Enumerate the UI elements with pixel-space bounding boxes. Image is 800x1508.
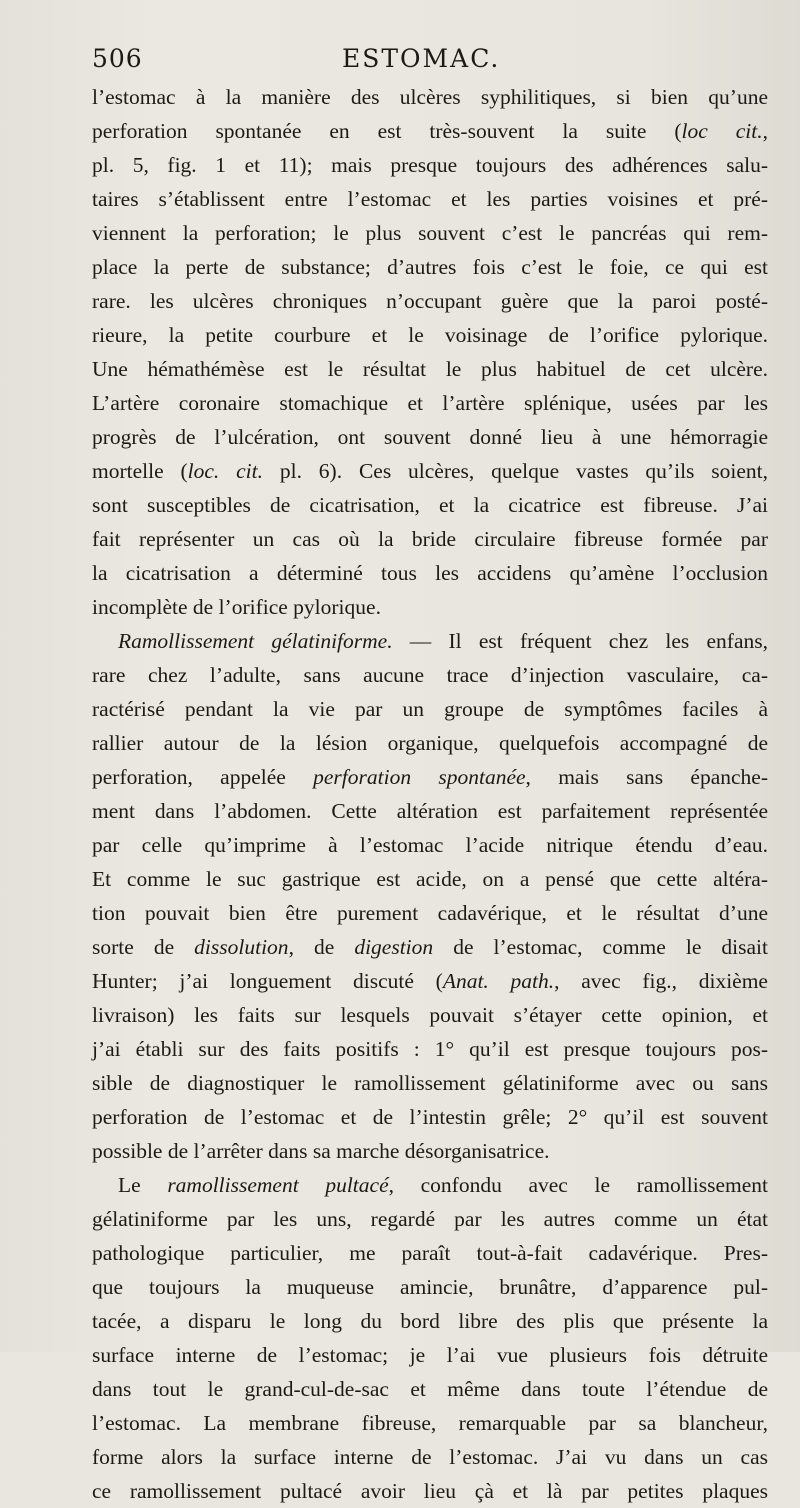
page-number: 506 bbox=[92, 44, 143, 73]
text-line bbox=[92, 182, 768, 216]
text-line bbox=[92, 862, 768, 896]
text-line bbox=[92, 998, 768, 1032]
text-segment: surface interne de l’estomac; je l’ai vue plusieurs fois détruite bbox=[92, 1343, 768, 1367]
text-segment: ment dans l’abdomen. Cette altération est parfaitement représentée bbox=[92, 799, 768, 823]
text-line bbox=[92, 284, 768, 318]
text-segment: ractérisé pendant la vie par un groupe de symptômes faciles à bbox=[92, 697, 768, 721]
body-text bbox=[92, 80, 768, 1508]
text-line bbox=[92, 1440, 768, 1474]
text-segment: L’artère coronaire stomachique et l’artère splénique, usées par les bbox=[92, 391, 768, 415]
italic-text: loc cit. bbox=[681, 119, 763, 143]
text-line bbox=[92, 522, 768, 556]
text-line bbox=[92, 1338, 768, 1372]
text-segment: perforation spontanée en est très-souvent la suite ( bbox=[92, 119, 682, 143]
italic-text: Ramollissement gélatiniforme. bbox=[118, 629, 393, 653]
text-line bbox=[92, 964, 768, 998]
text-segment: taires s’établissent entre l’estomac et les parties voisines et pré- bbox=[92, 187, 768, 211]
text-segment: , confondu avec le ramollissement bbox=[388, 1173, 768, 1197]
text-line bbox=[92, 658, 768, 692]
text-line bbox=[92, 726, 768, 760]
text-segment: mortelle ( bbox=[92, 459, 188, 483]
italic-text: perforation spontanée bbox=[313, 765, 526, 789]
running-head: ESTOMAC. bbox=[342, 44, 501, 73]
text-segment: ce ramollissement pultacé avoir lieu çà et là par petites plaques bbox=[92, 1479, 768, 1503]
text-line bbox=[92, 1406, 768, 1440]
text-line bbox=[92, 590, 768, 624]
text-line bbox=[92, 828, 768, 862]
text-segment: rieure, la petite courbure et le voisinage de l’orifice pylorique. bbox=[92, 323, 768, 347]
text-segment: par celle qu’imprime à l’estomac l’acide nitrique étendu d’eau. bbox=[92, 833, 768, 857]
text-line bbox=[92, 488, 768, 522]
text-segment: forme alors la surface interne de l’estomac. J’ai vu dans un cas bbox=[92, 1445, 768, 1469]
text-segment: sont susceptibles de cicatrisation, et la cicatrice est fibreuse. J’ai bbox=[92, 493, 768, 517]
text-segment: perforation, appelée bbox=[92, 765, 314, 789]
text-segment: , bbox=[762, 119, 768, 143]
italic-text: loc. cit. bbox=[187, 459, 264, 483]
text-segment: tion pouvait bien être purement cadavérique, et le résultat d’une bbox=[92, 901, 768, 925]
text-line bbox=[92, 250, 768, 284]
text-segment: tacée, a disparu le long du bord libre des plis que présente la bbox=[92, 1309, 768, 1333]
text-segment: que toujours la muqueuse amincie, brunâtre, d’apparence pul- bbox=[92, 1275, 768, 1299]
text-line bbox=[92, 148, 768, 182]
text-line bbox=[92, 760, 768, 794]
text-segment: rallier autour de la lésion organique, quelquefois accompagné de bbox=[92, 731, 768, 755]
text-line bbox=[92, 556, 768, 590]
text-line bbox=[92, 1134, 768, 1168]
text-segment: de l’estomac, comme le disait bbox=[433, 935, 769, 959]
text-segment: viennent la perforation; le plus souvent c’est le pancréas qui rem- bbox=[92, 221, 768, 245]
italic-text: digestion bbox=[354, 935, 434, 959]
text-line bbox=[92, 1304, 768, 1338]
text-line bbox=[92, 930, 768, 964]
text-segment: place la perte de substance; d’autres fois c’est le foie, ce qui est bbox=[92, 255, 768, 279]
text-line bbox=[92, 624, 768, 658]
text-segment: j’ai établi sur des faits positifs : 1° qu’il est presque toujours pos- bbox=[92, 1037, 768, 1061]
text-segment: Hunter; j’ai longuement discuté ( bbox=[92, 969, 443, 993]
text-segment: Une hémathémèse est le résultat le plus habituel de cet ulcère. bbox=[92, 357, 768, 381]
page-header bbox=[92, 44, 768, 84]
text-segment: possible de l’arrêter dans sa marche désorganisatrice. bbox=[92, 1139, 550, 1163]
text-line bbox=[92, 1168, 768, 1202]
text-line bbox=[92, 420, 768, 454]
text-line bbox=[92, 1372, 768, 1406]
italic-text: Anat. path. bbox=[442, 969, 555, 993]
text-line bbox=[92, 1202, 768, 1236]
italic-text: dissolution bbox=[194, 935, 289, 959]
text-segment: pathologique particulier, me paraît tout-à-fait cadavérique. Pres- bbox=[92, 1241, 768, 1265]
text-segment: Le bbox=[118, 1173, 168, 1197]
text-segment: rare chez l’adulte, sans aucune trace d’injection vasculaire, ca- bbox=[92, 663, 768, 687]
text-segment: sorte de bbox=[92, 935, 195, 959]
text-line bbox=[92, 1100, 768, 1134]
text-segment: pl. 5, fig. 1 et 11); mais presque toujours des adhérences salu- bbox=[92, 153, 768, 177]
text-segment: , avec fig., dixième bbox=[554, 969, 768, 993]
text-line bbox=[92, 80, 768, 114]
text-segment: rare. les ulcères chroniques n’occupant guère que la paroi posté- bbox=[92, 289, 768, 313]
text-segment: fait représenter un cas où la bride circulaire fibreuse formée par bbox=[92, 527, 768, 551]
text-line bbox=[92, 896, 768, 930]
text-segment: perforation de l’estomac et de l’intestin grêle; 2° qu’il est souvent bbox=[92, 1105, 768, 1129]
text-segment: l’estomac à la manière des ulcères syphilitiques, si bien qu’une bbox=[92, 85, 768, 109]
text-line bbox=[92, 318, 768, 352]
italic-text: ramollissement pultacé bbox=[167, 1173, 389, 1197]
text-line bbox=[92, 1236, 768, 1270]
text-line bbox=[92, 692, 768, 726]
text-segment: sible de diagnostiquer le ramollissement gélatiniforme avec ou sans bbox=[92, 1071, 768, 1095]
text-line bbox=[92, 386, 768, 420]
text-line bbox=[92, 1032, 768, 1066]
text-segment: , mais sans épanche- bbox=[525, 765, 769, 789]
text-segment: livraison) les faits sur lesquels pouvait s’étayer cette opinion, et bbox=[92, 1003, 768, 1027]
text-line bbox=[92, 454, 768, 488]
text-segment: — Il est fréquent chez les enfans, bbox=[392, 629, 768, 653]
text-line bbox=[92, 1270, 768, 1304]
text-segment: l’estomac. La membrane fibreuse, remarquable par sa blancheur, bbox=[92, 1411, 768, 1435]
text-segment: gélatiniforme par les uns, regardé par les autres comme un état bbox=[92, 1207, 768, 1231]
text-segment: , de bbox=[288, 935, 355, 959]
text-segment: Et comme le suc gastrique est acide, on a pensé que cette altéra- bbox=[92, 867, 768, 891]
text-line bbox=[92, 216, 768, 250]
text-line bbox=[92, 1474, 768, 1508]
text-segment: la cicatrisation a déterminé tous les accidens qu’amène l’occlusion bbox=[92, 561, 768, 585]
text-segment: progrès de l’ulcération, ont souvent donné lieu à une hémorragie bbox=[92, 425, 768, 449]
text-segment: dans tout le grand-cul-de-sac et même dans toute l’étendue de bbox=[92, 1377, 768, 1401]
text-segment: incomplète de l’orifice pylorique. bbox=[92, 595, 381, 619]
text-segment: pl. 6). Ces ulcères, quelque vastes qu’ils soient, bbox=[263, 459, 768, 483]
text-line bbox=[92, 1066, 768, 1100]
text-line bbox=[92, 114, 768, 148]
text-line bbox=[92, 794, 768, 828]
text-line bbox=[92, 352, 768, 386]
